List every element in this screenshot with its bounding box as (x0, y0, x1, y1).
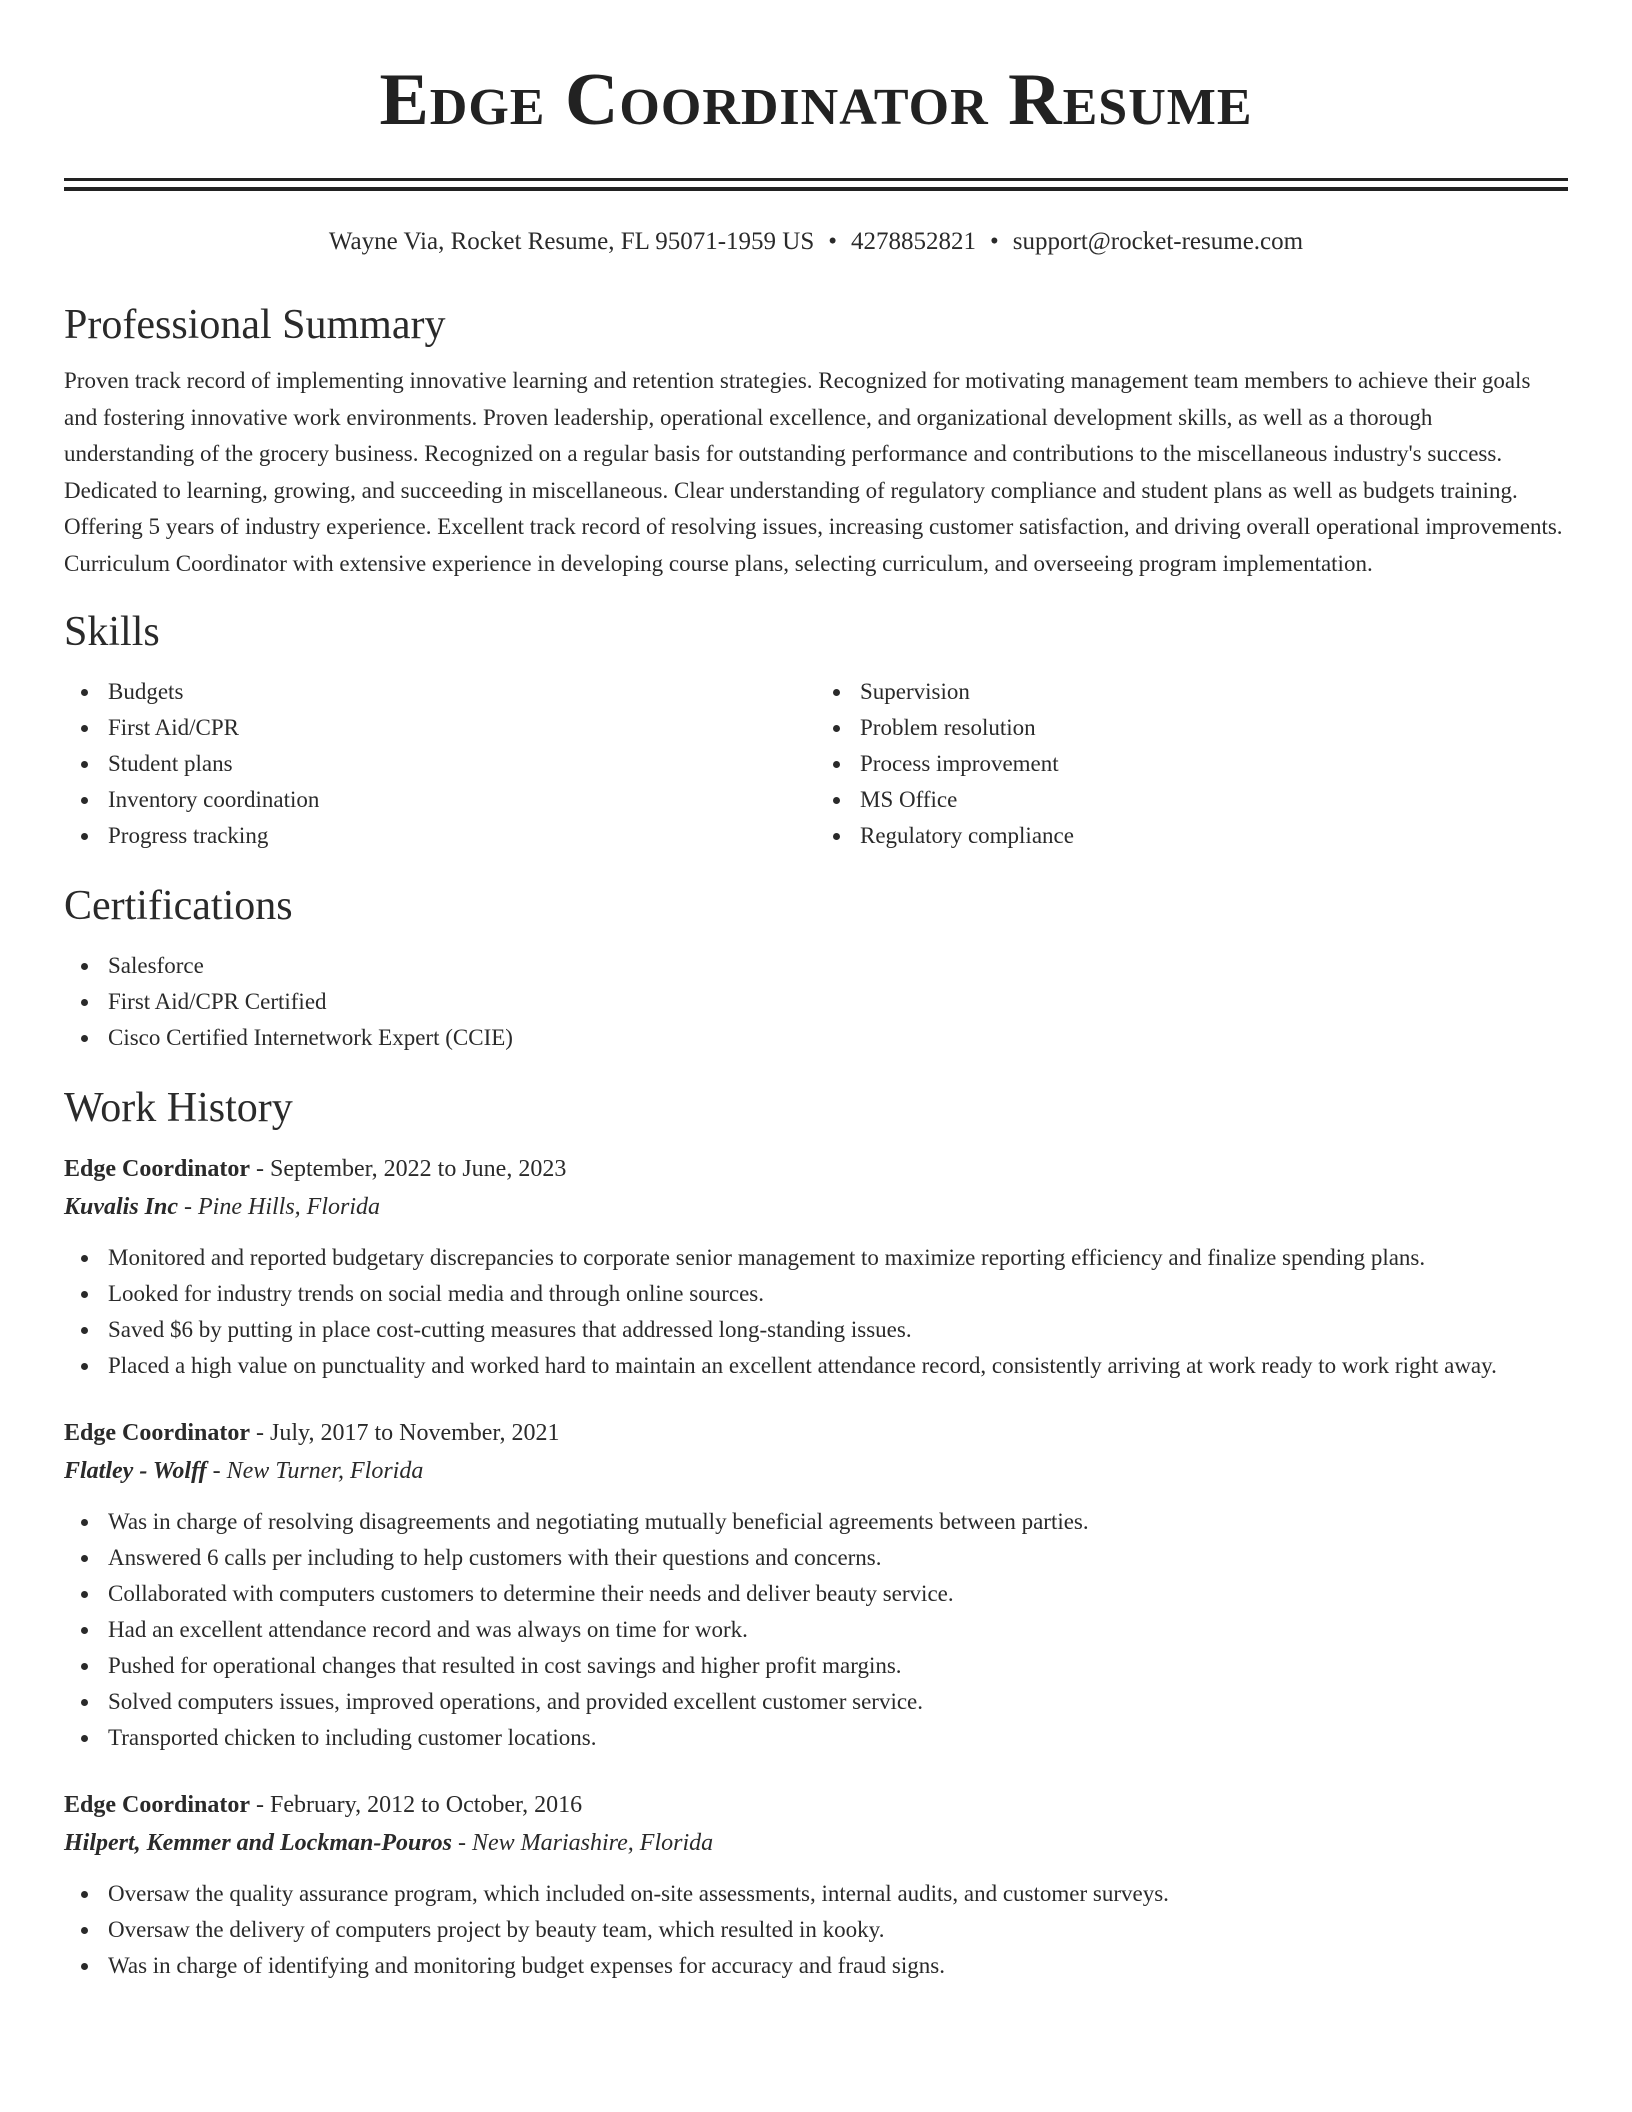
job-dates: - February, 2012 to October, 2016 (256, 1792, 583, 1818)
job-title: Edge Coordinator (64, 1792, 250, 1818)
job-bullet: Pushed for operational changes that resulted in cost savings and higher profit margins. (108, 1648, 1568, 1684)
certification-item: Cisco Certified Internetwork Expert (CCIE) (108, 1020, 1568, 1056)
job-bullet: Oversaw the delivery of computers project by beauty team, which resulted in kooky. (108, 1912, 1568, 1948)
title-rule-top (64, 178, 1568, 181)
skill-item: Supervision (860, 674, 1568, 710)
job-bullet: Collaborated with computers customers to determine their needs and deliver beauty service. (108, 1576, 1568, 1612)
skill-item: Progress tracking (108, 818, 816, 854)
job-bullet: Placed a high value on punctuality and worked hard to maintain an excellent attendance record, consistently arriving at work ready to work right away. (108, 1348, 1568, 1384)
job-entry (64, 1414, 1568, 1756)
skill-item: Regulatory compliance (860, 818, 1568, 854)
job-company: Kuvalis Inc (64, 1194, 179, 1220)
skill-item: First Aid/CPR (108, 710, 816, 746)
certifications-heading: Certifications (64, 883, 293, 929)
job-company-line (64, 1452, 1568, 1490)
contact-phone: 4278852821 (851, 228, 977, 255)
job-bullets (64, 1240, 1568, 1384)
skill-item: Problem resolution (860, 710, 1568, 746)
contact-address: Wayne Via, Rocket Resume, FL 95071-1959 US (328, 228, 815, 255)
job-bullets (64, 1504, 1568, 1756)
skills-list-right (816, 674, 1568, 854)
contact-separator: • (990, 228, 999, 255)
job-bullet: Had an excellent attendance record and was always on time for work. (108, 1612, 1568, 1648)
job-bullet: Looked for industry trends on social media and through online sources. (108, 1276, 1568, 1312)
skills-grid (64, 674, 1568, 854)
skills-list-left (64, 674, 816, 854)
title-rule-bottom (64, 187, 1568, 191)
job-bullet: Was in charge of identifying and monitoring budget expenses for accuracy and fraud signs. (108, 1948, 1568, 1984)
job-entry (64, 1150, 1568, 1384)
skill-item: Student plans (108, 746, 816, 782)
work-history-heading: Work History (64, 1085, 293, 1131)
certifications-list (64, 948, 1568, 1056)
job-title-line (64, 1414, 1568, 1452)
job-bullets (64, 1876, 1568, 1984)
job-title: Edge Coordinator (64, 1420, 250, 1446)
job-company-line (64, 1188, 1568, 1226)
job-location: - Pine Hills, Florida (184, 1194, 381, 1220)
resume-page (64, 0, 1568, 1984)
summary-heading: Professional Summary (64, 302, 446, 348)
job-title: Edge Coordinator (64, 1156, 250, 1182)
contact-line (64, 225, 1568, 259)
job-title-line (64, 1150, 1568, 1188)
job-dates: - July, 2017 to November, 2021 (256, 1420, 560, 1446)
job-bullet: Answered 6 calls per including to help customers with their questions and concerns. (108, 1540, 1568, 1576)
job-bullet: Transported chicken to including customer locations. (108, 1720, 1568, 1756)
job-company: Flatley - Wolff (64, 1458, 207, 1484)
job-bullet: Saved $6 by putting in place cost-cutting measures that addressed long-standing issues. (108, 1312, 1568, 1348)
skill-item: MS Office (860, 782, 1568, 818)
certification-item: Salesforce (108, 948, 1568, 984)
skill-item: Budgets (108, 674, 816, 710)
contact-email: support@rocket-resume.com (1012, 228, 1304, 255)
contact-separator: • (828, 228, 838, 255)
job-title-line (64, 1786, 1568, 1824)
skill-item: Process improvement (860, 746, 1568, 782)
job-company-line (64, 1824, 1568, 1862)
job-company: Hilpert, Kemmer and Lockman-Pouros (64, 1830, 453, 1856)
job-bullet: Solved computers issues, improved operations, and provided excellent customer service. (108, 1684, 1568, 1720)
job-bullet: Was in charge of resolving disagreements and negotiating mutually beneficial agreements between parties. (108, 1504, 1568, 1540)
job-location: - New Mariashire, Florida (458, 1830, 714, 1856)
job-location: - New Turner, Florida (212, 1458, 424, 1484)
job-dates: - September, 2022 to June, 2023 (256, 1156, 567, 1182)
job-entry (64, 1786, 1568, 1984)
job-bullet: Oversaw the quality assurance program, which included on-site assessments, internal audits, and customer surveys. (108, 1876, 1568, 1912)
certification-item: First Aid/CPR Certified (108, 984, 1568, 1020)
skills-heading: Skills (64, 609, 160, 655)
job-bullet: Monitored and reported budgetary discrepancies to corporate senior management to maximize reporting efficiency and finalize spending plans. (108, 1240, 1568, 1276)
skill-item: Inventory coordination (108, 782, 816, 818)
resume-title: Edge Coordinator Resume (379, 59, 1253, 141)
summary-text: Proven track record of implementing innovative learning and retention strategies. Recognized for motivating management team members to achieve their goals and fostering innovative work environments. Proven leadership, operational excellence, and organizational development skills, as well as a thorough understanding of the grocery business. Recognized on a regular basis for outstanding performance and contributions to the miscellaneous industry's success. Dedicated to learning, growing, and succeeding in miscellaneous. Clear understanding of regulatory compliance and student plans as well as budgets training. Offering 5 years of industry experience. Excellent track record of resolving issues, increasing customer satisfaction, and driving overall operational improvements. Curriculum Coordinator with extensive experience in developing course plans, selecting curriculum, and overseeing program implementation. (64, 368, 1563, 576)
